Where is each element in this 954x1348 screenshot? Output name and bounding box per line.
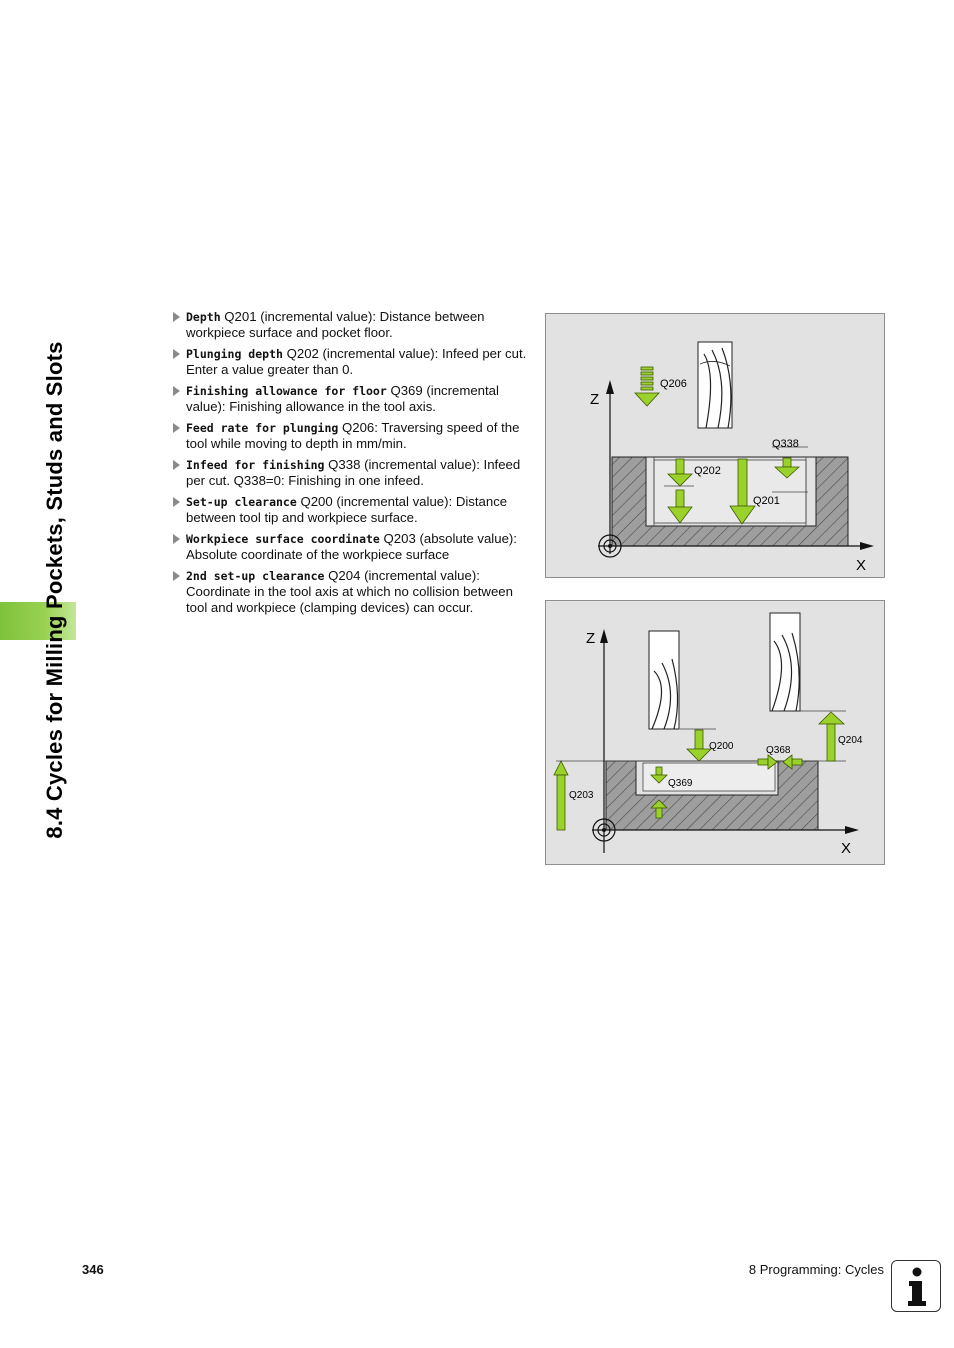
- param-description: Q204 (incremental value): Coordinate in the tool axis at which no collision between tool and workpiece (clamping devices) can occur.: [186, 568, 513, 615]
- bullet-triangle-icon: [173, 460, 180, 470]
- figure-plunging-depth-diagram: [545, 313, 885, 578]
- param-setup-clearance: [172, 494, 528, 526]
- label-q338: Q338: [772, 438, 799, 450]
- bullet-triangle-icon: [173, 423, 180, 433]
- param-plunging-depth: [172, 346, 528, 378]
- bullet-triangle-icon: [173, 386, 180, 396]
- param-key: Finishing allowance for floor: [186, 384, 387, 398]
- param-depth: [172, 309, 528, 341]
- q200-arrow: [687, 730, 711, 761]
- param-description: Q202 (incremental value): Infeed per cut. Enter a value greater than 0.: [186, 346, 527, 377]
- label-q204: Q204: [838, 735, 863, 746]
- label-q369: Q369: [668, 778, 693, 789]
- param-description: Q338 (incremental value): Infeed per cut. Q338=0: Finishing in one infeed.: [186, 457, 521, 488]
- bullet-triangle-icon: [173, 349, 180, 359]
- bullet-triangle-icon: [173, 497, 180, 507]
- label-q200: Q200: [709, 741, 734, 752]
- label-q368: Q368: [766, 745, 791, 756]
- bullet-triangle-icon: [173, 312, 180, 322]
- label-q203: Q203: [569, 790, 594, 801]
- figure-clearance-diagram: [545, 600, 885, 865]
- axis-x-label: X: [856, 557, 867, 574]
- label-q206: Q206: [660, 378, 687, 390]
- param-finishing-allowance-floor: [172, 383, 528, 415]
- info-icon[interactable]: [891, 1260, 941, 1312]
- param-description: Q369 (incremental value): Finishing allowance in the tool axis.: [186, 383, 499, 414]
- end-mill-tool-right: [770, 613, 800, 711]
- param-description: Q201 (incremental value): Distance between workpiece surface and pocket floor.: [186, 309, 485, 340]
- param-infeed-finishing: [172, 457, 528, 489]
- param-key: Infeed for finishing: [186, 458, 325, 472]
- param-description: Q200 (incremental value): Distance between tool tip and workpiece surface.: [186, 494, 508, 525]
- end-mill-tool: [698, 342, 732, 428]
- label-q201: Q201: [753, 495, 780, 507]
- param-key: Feed rate for plunging: [186, 421, 339, 435]
- param-key: 2nd set-up clearance: [186, 569, 325, 583]
- footer-chapter: 8 Programming: Cycles: [748, 1262, 884, 1277]
- param-description: Q206: Traversing speed of the tool while moving to depth in mm/min.: [186, 420, 520, 451]
- end-mill-tool-left: [649, 631, 679, 729]
- axis-z-label: Z: [590, 391, 600, 408]
- param-key: Plunging depth: [186, 347, 283, 361]
- param-feed-rate-plunging: [172, 420, 528, 452]
- param-2nd-setup-clearance: [172, 568, 528, 616]
- page-number: 346: [82, 1262, 104, 1277]
- label-q202: Q202: [694, 465, 721, 477]
- q203-arrow: [554, 761, 568, 830]
- bullet-triangle-icon: [173, 571, 180, 581]
- q206-feed-arrow: [635, 367, 659, 406]
- parameter-list: [172, 309, 528, 621]
- bullet-triangle-icon: [173, 534, 180, 544]
- axis-x-label: X: [841, 840, 852, 857]
- param-description: Q203 (absolute value): Absolute coordinate of the workpiece surface: [186, 531, 517, 562]
- axis-z-label: Z: [586, 630, 596, 647]
- param-workpiece-surface: [172, 531, 528, 563]
- param-key: Depth: [186, 310, 221, 324]
- param-key: Set-up clearance: [186, 495, 297, 509]
- section-title: 8.4 Cycles for Milling Pockets, Studs and Slots: [42, 341, 67, 839]
- param-key: Workpiece surface coordinate: [186, 532, 380, 546]
